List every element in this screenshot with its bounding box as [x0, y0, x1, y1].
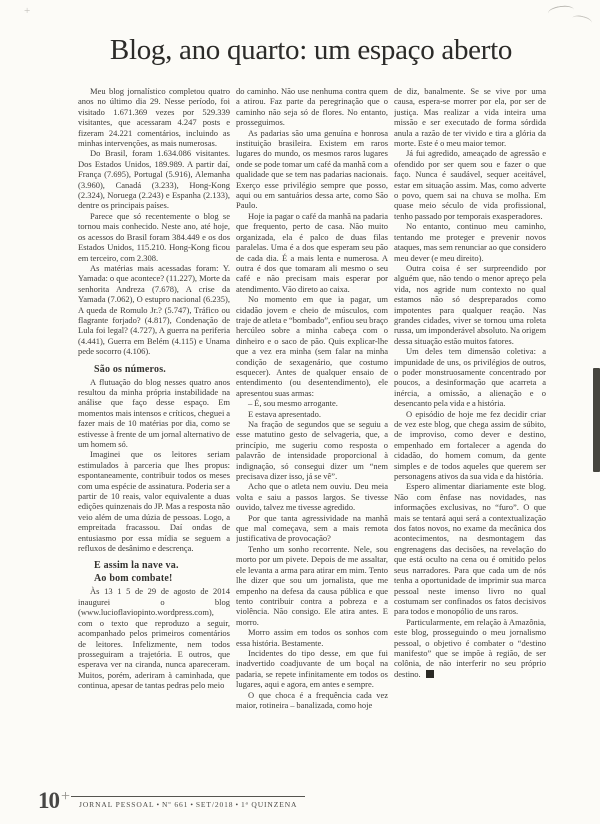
paragraph: O episódio de hoje me fez decidir criar de vez este blog, que chega assim de súbito, de improviso, como dever e destino, empenhado em fortalecer a agenda do cidadão, do homem comum, da gente simples e de todos aqueles que querem ser personagens ativos da sua vida e da história.: [394, 408, 546, 482]
paragraph: Acho que o atleta nem ouviu. Deu meia volta e saiu a passos largos. Se tivesse ouvido, talvez me tivesse agredido.: [236, 481, 388, 513]
paragraph: O que choca é a frequência cada vez maior, rotineira – banalizada, como hoje: [236, 689, 388, 710]
paragraph: No entanto, continuo meu caminho, tentando me proteger e prevenir novos ataques, mas sem renunciar ao que considero meu dever (e meu direito).: [394, 221, 546, 263]
paragraph: Meu blog jornalístico completou quatro anos no último dia 29. Nesse período, foi visitado 1.671.369 vezes por 529.339 visitantes, que acessaram 4.247 posts e fizeram 24.221 comentários, incluindo as minhas intervenções, as mais numerosas.: [78, 86, 230, 149]
paragraph: As matérias mais acessadas foram: Y. Yamada: o que acontece? (11.227), Morte da senhorita Andreza (7.678), A crise da Yamada (7.062), O estupro nacional (6.235), A queda de Romulo Jr.? (5.747), Tráfico ou flagrante forjado? (4.817), Condenação de Lula foi legal? (4.727), A guerra na periferia (4.441), Guerra em Belém (4.115) e Unama pede socorro (4.106).: [78, 262, 230, 357]
paragraph: Espero alimentar diariamente este blog. Não com ênfase nas novidades, nas informações exclusivas, no “furo”. O que mais se tentará aqui será a contextualização dos fatos novos, no exame da mecânica dos acontecimentos, na desmontagem das engrenagens das decisões, na revelação do que está oculto na cena ou é omitido pelos seus narradores. Para que cada um de nós tenha a oportunidade de imprimir sua marca pessoal neste imenso livro no qual costumam ser confinados os fatos decisivos para todos e monopólio de uns raros.: [394, 481, 546, 617]
paragraph: de diz, banalmente. Se se vive por uma causa, espera-se morrer por ela, por ser de justiça. Mas realizar a vida inteira uma missão e ser executado de forma sórdida anula a razão de ter vivido e tira a glória da morte. Este é o meu maior temor.: [394, 86, 546, 149]
section-heading: Ao bom combate!: [94, 573, 173, 585]
paragraph: Às 13 1 5 de 29 de agosto de 2014 inaugurei o blog (www.lucioflaviopinto.wordpress.com), com o texto que reproduzo a seguir, acompanhado pelos primeiros comentários de leitores. Infelizmente, nem todos prosseguiram a trajetória. E outros, que esperava ver na ciranda, nunca apareceram. Muitos, porém, aderiram à caminhada, que continua, apesar de tantas pedras pelo meio: [78, 586, 230, 691]
separator-bullet: •: [156, 800, 161, 809]
paragraph: Um deles tem dimensão coletiva: a impunidade de uns, os privilégios de outros, o poder monstruosamente concentrado por poucos, a desinformação que acarreta a inércia, a omissão, a alienação e o desencanto pela vida e a história.: [394, 346, 546, 409]
paragraph: Particularmente, em relação à Amazônia, este blog, prosseguindo o meu jornalismo pessoal, o objetivo é combater o “destino manifesto” que se impõe à região, de ser colônia, de não interferir no seu próprio destino.: [394, 616, 546, 679]
footer-caption: [71, 796, 305, 809]
paragraph: Hoje ia pagar o café da manhã na padaria que frequento, perto de casa. Não muito organizada, ela é palco de duas filas paralelas. Uma é a dos que esperam seu pão de cada dia. É a mais lenta e numerosa. A outra é dos que tomaram ali mesmo o seu café e não precisam mais esperar por atendimento. Vão direto ao caixa.: [236, 210, 388, 294]
crop-mark: +: [24, 5, 31, 17]
paragraph: Na fração de segundos que se seguiu a esse matutino gesto de selvageria, que, a princípio, me sugeriu como resposta o palavrão de intensidade proporcional à indignação, só consegui dizer um “nem precisava dizer isso, já se vê”.: [236, 419, 388, 482]
text-column-3: [394, 86, 546, 788]
scan-artifact: [547, 4, 574, 19]
paragraph: E estava apresentado.: [248, 408, 321, 419]
journal-name: JORNAL PESSOAL: [79, 800, 155, 809]
paragraph: Por que tanta agressividade na manhã que mal começava, sem a mais remota justificativa de provocação?: [236, 512, 388, 544]
section-heading: São os números.: [94, 363, 166, 375]
separator-bullet: •: [235, 800, 239, 809]
paragraph: No momento em que ia pagar, um cidadão jovem e cheio de músculos, com traje de atleta e “bombado”, enfiou seu braço hercúleo sobre a minha cabeça com o dinheiro e o saco de pão. Quis explicar-lhe que a vez era minha (sem falar na minha condição de sexagenário, que costumo esquecer). Antes de qualquer ensaio de entendimento (ou desentendimento), ele apresentou suas armas:: [236, 294, 388, 398]
page-number: 10: [38, 788, 59, 813]
paragraph: Já fui agredido, ameaçado de agressão e ofendido por ser quem sou e fazer o que faço. Nunca é saudável, sequer aceitável, estar em situação assim. Mas, como adverte o povo, quem sai na chuva se molha. Em quase meio século de vida profissional, tenho passado por temporais exasperadores.: [394, 148, 546, 221]
article-body: [78, 86, 546, 788]
article-title: Blog, ano quarto: um espaço aberto: [109, 34, 513, 66]
paragraph: As padarias são uma genuína e honrosa instituição brasileira. Existem em raros lugares do mundo, os mesmos raros lugares onde se pode tomar um café da manhã com a qualidade que se tem nas padarias nacionais. Exerço esse privilégio sempre que posso, aqui ou em santuários dessa arte, como São Paulo.: [236, 127, 388, 211]
issue-number: Nº 661: [162, 800, 189, 809]
text-column-1: [78, 86, 230, 788]
registration-cross-icon: +: [61, 788, 71, 805]
end-of-article-mark: [426, 670, 434, 678]
paragraph: Do Brasil, foram 1.634.086 visitantes. Dos Estados Unidos, 189.989. A partir daí, França (7.695), Portugal (5.916), Alemanha (3.960), Canadá (3.233), Hong-Kong (2.324), Noruega (2.243) e Espanha (2.133), dentre os principais países.: [78, 148, 230, 211]
scan-artifact: [571, 14, 593, 28]
paragraph: Parece que só recentemente o blog se tornou mais conhecido. Neste ano, até hoje, os acessos do Brasil foram 384.449 e os dos Estados Unidos, 115.210. Hong-Kong ficou em terceiro, com 2.308.: [78, 210, 230, 263]
paragraph: Incidentes do tipo desse, em que fui inadvertido coadjuvante de um boçal na padaria, se repete infinitamente em todos os lugares, aqui e agora, em antes e sempre.: [236, 647, 388, 690]
page-footer: [38, 790, 305, 812]
paragraph: do caminho. Não use nenhuma contra quem a atirou. Faz parte da peregrinação que o caminho não seja só de flores. No entanto, prosseguimos.: [236, 86, 388, 128]
section-heading: E assim la nave va.: [94, 560, 179, 572]
paragraph: A flutuação do blog nesses quatro anos resultou da minha própria instabilidade na análise que faço desse espaço. Em momentos mais intensos e críticos, cheguei a fazer mais de 10 matérias por dia, como se estivesse à frente de um jornal alternativo de um homem só.: [78, 376, 230, 449]
scan-edge-artifact: [593, 368, 600, 472]
issue-date: SET/2018: [195, 800, 234, 809]
paragraph: – É, sou mesmo arrogante.: [248, 398, 338, 409]
issue-edition: 1ª QUINZENA: [241, 800, 298, 809]
paragraph: Tenho um sonho recorrente. Nele, sou morto por um pivete. Depois de me assaltar, ele levanta a arma para atirar em mim. Tento lhe dizer que sou um jornalista, que me empenho na defesa da causa pública e que tento contribuir contra a pobreza e a violência. Não consigo. Ele atira antes. E morro.: [236, 543, 388, 627]
separator-bullet: •: [190, 800, 194, 809]
text-column-2: [236, 86, 388, 788]
paragraph: Morro assim em todos os sonhos com essa história. Bestamente.: [236, 627, 388, 648]
paragraph: Outra coisa é ser surpreendido por alguém que, não tendo o menor apreço pela vida, nos agride num contexto no qual estamos não só despreparados como impotentes para qualquer reação. Nas grandes cidades, viver se tornou uma roleta russa, um imponderável absoluto. Na origem dessa situação estão muitos fatores.: [394, 262, 546, 346]
paragraph: Imaginei que os leitores seriam estimulados à parceria que lhes propus: espontaneamente, contribuir todos os meses com uma espécie de assinatura. Poderia ser a partir de 10 reais, valor equivalente a duas edições quinzenais do JP. Mas a resposta não veio além de uma dúzia de pessoas. Logo, a empreitada fracassou. Daí ondas de entusiasmo por essa mídia se seguem a refluxos de desânimo e descrença.: [78, 449, 230, 554]
